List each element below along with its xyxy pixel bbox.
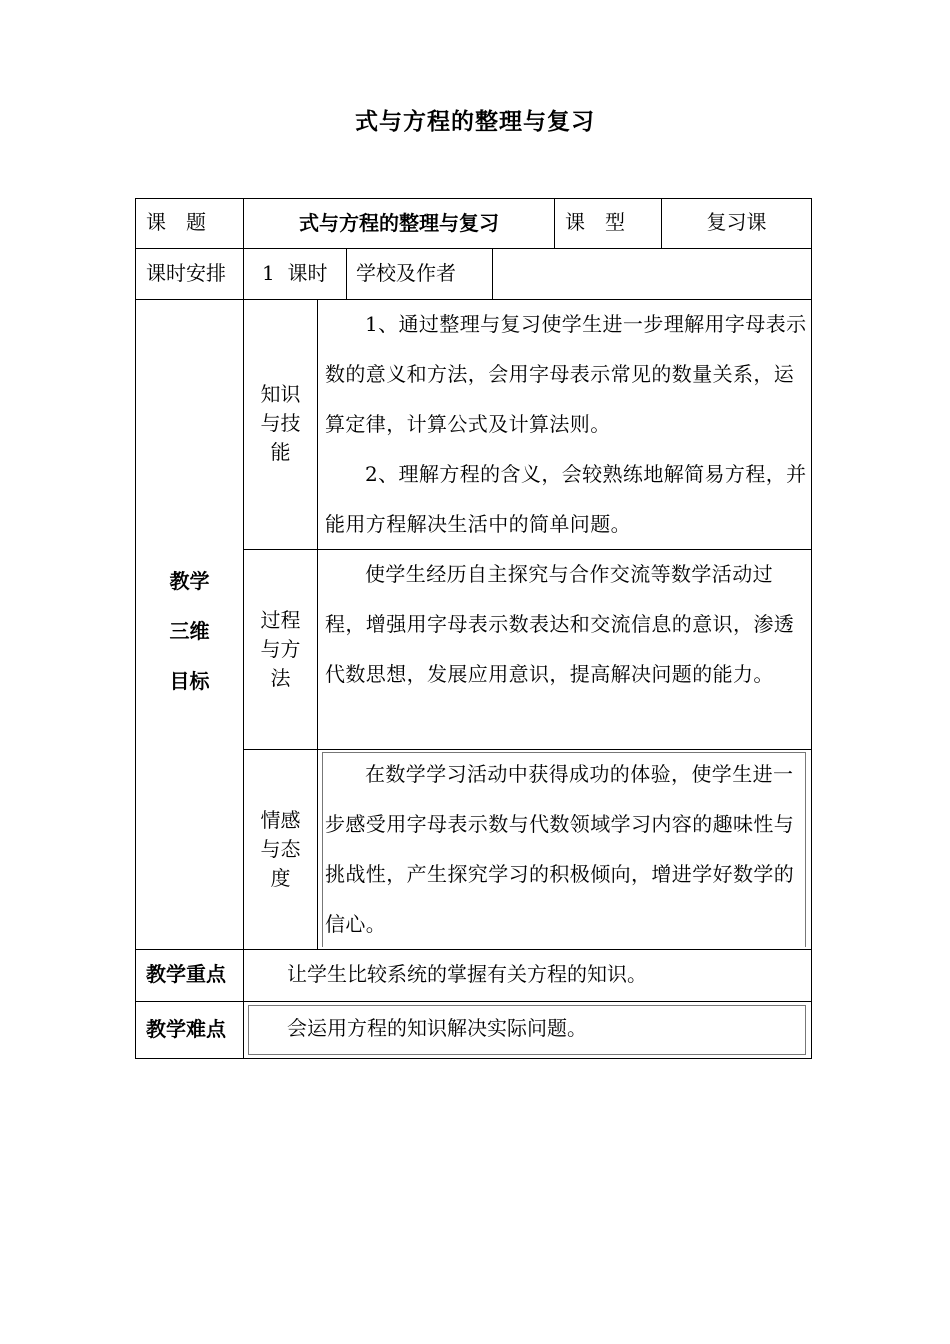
- knowledge-label-line: 与技: [260, 411, 301, 435]
- emotion-paragraph: 在数学学习活动中获得成功的体验，使学生进一步感受用字母表示数与代数领域学习内容的趣味性与挑战性，产生探究学习的积极倾向，增进学好数学的信心。: [325, 762, 795, 936]
- inner-frame: [805, 1005, 806, 1055]
- inner-frame: [248, 1005, 806, 1006]
- row-divider: [135, 1001, 812, 1002]
- page-title: 式与方程的整理与复习: [355, 108, 595, 135]
- type-value: 复习课: [706, 210, 767, 234]
- objectives-label-line: 教学: [169, 569, 210, 593]
- process-label-line: 过程: [260, 608, 301, 632]
- knowledge-paragraph-1: 1、通过整理与复习使学生进一步理解用字母表示数的意义和方法，会用字母表示常见的数量关系，运算定律，计算公式及计算法则。: [325, 312, 807, 436]
- process-label-line: 与方: [260, 637, 301, 661]
- difficulty-value: 会运用方程的知识解决实际问题。: [287, 1016, 587, 1040]
- knowledge-label-line: 知识: [260, 382, 301, 406]
- inner-frame: [248, 1054, 806, 1055]
- process-label-line: 法: [270, 666, 291, 690]
- emotion-label-line: 度: [270, 866, 291, 890]
- knowledge-label-line: 能: [270, 440, 291, 464]
- emotion-label: [244, 806, 317, 893]
- col-divider: [492, 249, 493, 300]
- subject-value: 式与方程的整理与复习: [299, 211, 499, 235]
- knowledge-label: [244, 380, 317, 467]
- author-label: 学校及作者: [356, 261, 456, 285]
- objectives-label-line: 目标: [169, 669, 210, 693]
- objectives-label-line: 三维: [169, 619, 210, 643]
- difficulty-label: 教学难点: [146, 1017, 226, 1041]
- col-divider: [317, 299, 318, 950]
- row-divider: [135, 949, 812, 950]
- inner-frame: [248, 1005, 249, 1055]
- process-label: [244, 606, 317, 693]
- row-divider: [135, 248, 812, 249]
- knowledge-paragraph-2: 2、理解方程的含义，会较熟练地解简易方程，并能用方程解决生活中的简单问题。: [325, 462, 807, 536]
- table-border-top: [135, 198, 812, 199]
- key-point-label: 教学重点: [146, 962, 226, 986]
- emotion-label-line: 情感: [260, 808, 301, 832]
- key-point-value: 让学生比较系统的掌握有关方程的知识。: [287, 962, 647, 986]
- col-divider: [554, 198, 555, 249]
- table-border-right: [811, 198, 812, 1059]
- hours-label: 课时安排: [146, 261, 226, 285]
- process-paragraph: 使学生经历自主探究与合作交流等数学活动过程，增强用字母表示数表达和交流信息的意识，渗透代数思想，发展应用意识，提高解决问题的能力。: [325, 562, 795, 686]
- inner-frame: [805, 752, 806, 947]
- hours-value: 1 课时: [262, 261, 328, 285]
- type-label: 课 型: [565, 210, 625, 234]
- subject-label: 课 题: [146, 210, 206, 234]
- table-border-bottom: [135, 1058, 812, 1059]
- inner-frame: [322, 752, 323, 947]
- objectives-label: [136, 556, 243, 706]
- emotion-label-line: 与态: [260, 837, 301, 861]
- col-divider: [346, 249, 347, 300]
